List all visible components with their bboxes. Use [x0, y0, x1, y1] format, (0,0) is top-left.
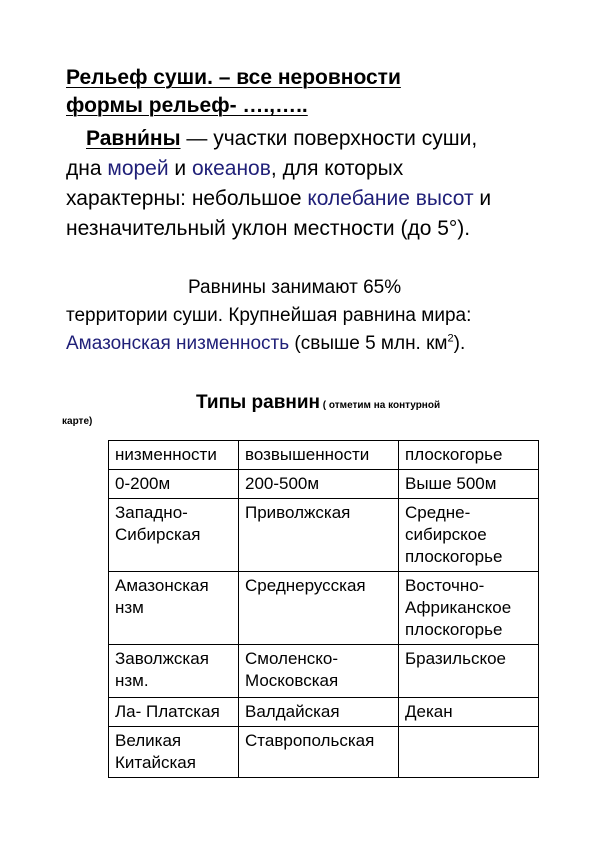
- table-cell: Амазонская нзм: [109, 572, 239, 645]
- facts-paragraph: [66, 274, 506, 358]
- table-cell: Бразильское: [399, 645, 539, 698]
- link-amazon-lowland[interactable]: Амазонская низменность: [66, 333, 290, 354]
- table-cell: 200-500м: [239, 470, 399, 499]
- table-header-row: [109, 441, 539, 470]
- facts-text-2: (свыше 5 млн. км: [289, 333, 448, 354]
- table-row: [109, 572, 539, 645]
- title-line-1-text: Рельеф суши. – все неровности: [66, 66, 401, 89]
- table-cell: Валдайская: [239, 698, 399, 727]
- definition-paragraph: [66, 124, 506, 244]
- table-row: [109, 645, 539, 698]
- table-cell: Выше 500м: [399, 470, 539, 499]
- table-cell: Средне- сибирское плоскогорье: [399, 499, 539, 572]
- definition-text-3: и незначительный уклон местности (до 5°).: [66, 187, 492, 240]
- table-cell: Ставропольская: [239, 727, 399, 778]
- plain-types-note-cont: карте): [62, 416, 93, 427]
- definition-and: и: [168, 157, 192, 180]
- table-cell: Ла- Платская: [109, 698, 239, 727]
- definition-text-1: — участки поверхности суши, дна: [66, 127, 478, 180]
- table-cell: [399, 727, 539, 778]
- link-seas[interactable]: морей: [107, 157, 169, 180]
- term-plains: Равни́ны: [86, 127, 181, 150]
- facts-superscript: 2: [447, 332, 454, 345]
- title-line-1: [66, 64, 496, 92]
- facts-text-3: ).: [453, 333, 466, 354]
- table-header-cell: возвышенности: [239, 441, 399, 470]
- table-cell: Заволжская нзм.: [109, 645, 239, 698]
- table-cell: Западно- Сибирская: [109, 499, 239, 572]
- table-cell: Декан: [399, 698, 539, 727]
- link-height-fluctuation[interactable]: колебание высот: [307, 187, 474, 210]
- table-row: [109, 499, 539, 572]
- table-cell: Среднерусская: [239, 572, 399, 645]
- plain-types-title: Типы равнин: [196, 392, 321, 413]
- table-row: [109, 698, 539, 727]
- plain-types-heading-line: [196, 392, 440, 414]
- table-header-cell: низменности: [109, 441, 239, 470]
- plain-types-note: ( отметим на контурной: [320, 400, 441, 411]
- table-header-cell: плоскогорье: [399, 441, 539, 470]
- link-oceans[interactable]: океанов: [192, 157, 271, 180]
- definition-text-2: , для которых характерны: небольшое: [66, 157, 404, 210]
- facts-text-1: Равнины занимают 65% территории суши. Крупнейшая равнина мира:: [66, 277, 472, 326]
- table-cell: Смоленско- Московская: [239, 645, 399, 698]
- table-row: [109, 727, 539, 778]
- page-title: [66, 64, 496, 120]
- table-row: [109, 470, 539, 499]
- table-cell: Приволжская: [239, 499, 399, 572]
- plain-types-table: [108, 440, 539, 778]
- table-cell: 0-200м: [109, 470, 239, 499]
- table-cell: Великая Китайская: [109, 727, 239, 778]
- table-cell: Восточно- Африканское плоскогорье: [399, 572, 539, 645]
- title-line-2: [66, 92, 496, 120]
- title-line-2-text: формы рельеф- ….,…..: [66, 94, 308, 117]
